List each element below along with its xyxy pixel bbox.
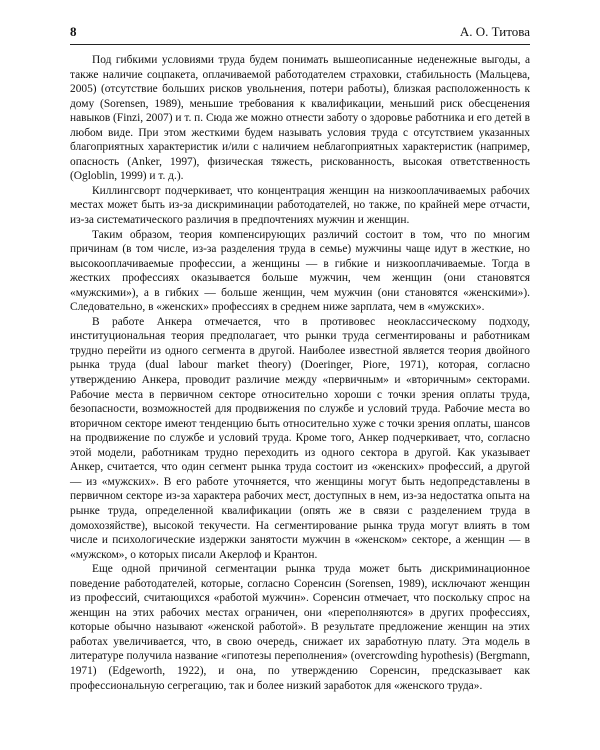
running-head-author: А. О. Титова — [459, 24, 530, 39]
page-header — [70, 24, 530, 45]
paragraph-discrimination-overcrowding: Еще одной причиной сегментации рынка труда может быть дискриминационное поведение работодателей, которые, согласно Соренсин (Sorensen, 1989), исключают женщин из профессий, считающихся «работой мужчин». Соренсин отмечает, что поскольку спрос на женщин на этих рабочих местах ограничен, они «переполняются» в других профессиях, которые обычно называют «женской работой». В результате предложение женщин на этих работах увеличивается, что, в свою очередь, снижает их заработную плату. Эта модель в литературе получила название «гипотезы переполнения» (overcrowding hypothesis) (Bergmann, 1971) (Edgeworth, 1922), и она, по утверждению Соренсин, предсказывает как профессиональную сегрегацию, так и более низкий заработок для «женского труда». — [70, 563, 530, 692]
paragraph-flexible-conditions: Под гибкими условиями труда будем понимать вышеописанные неденежные выгоды, а также наличие соцпакета, оплачиваемой работодателем страховки, стабильность (Мальцева, 2005) (отсутствие больших рисков увольнения, потери работы), близкая расположенность к дому (Sorensen, 1989), меньшие требования к квалификации, меньший риск обесценения навыков (Finzi, 2007) и т. п. Сюда же можно отнести заботу о здоровье работника и его детей в любом виде. При этом жесткими будем называть условия труда с отсутствием указанных благоприятных характеристик и/или с наличием неблагоприятных характеристик (например, опасность (Anker, 1997), физическая тяжесть, рискованность, высокая ответственность (Ogloblin, 1999) и т. д.). — [70, 54, 530, 183]
page-number: 8 — [70, 24, 77, 39]
body-text — [70, 53, 530, 693]
paragraph-anker-segmentation: В работе Анкера отмечается, что в противовес неоклассическому подходу, институциональная теория предполагает, что рынки труда сегментированы и работникам трудно перейти из одного сегмента в другой. Наиболее известной является теория двойного рынка труда (dual labour market theory) (Doeringer, Piore, 1971), которая, согласно утверждению Анкера, проводит различие между «первичным» и «вторичным» секторами. Рабочие места в первичном секторе относительно хороши с точки зрения оплаты труда, безопасности, возможностей для продвижения по службе и условий труда. Рабочие места во вторичном секторе имеют тенденцию быть относительно хуже с точки зрения оплаты, шансов на продвижение по службе и условий труда. Кроме того, Анкер подчеркивает, что, согласно этой модели, работникам трудно переходить из одного сектора в другой. Как указывает Анкер, считается, что один сегмент рынка труда состоит из «женских» профессий, а другой — из «мужских». В его работе уточняется, что женщины могут быть недопредставлены в первичном секторе из-за характера рабочих мест, доступных в нем, из-за недостатка опыта на рынке труда, определенной квалификации (опять же в связи с разделением труда в домохозяйстве), высокой текучести. На сегментирование рынка труда могут влиять в том числе и психологические издержки занятости мужчин в «женском» секторе, а женщин — в «мужском», о которых писали Акерлоф и Крантон. — [70, 315, 530, 561]
paragraph-compensating-differentials: Таким образом, теория компенсирующих различий состоит в том, что по многим причинам (в том числе, из-за разделения труда в семье) мужчины чаще идут в жесткие, но высокооплачиваемые профессии, а женщины — в гибкие и низкооплачиваемые. Тогда в жестких профессиях оказывается больше мужчин, чем женщин (они становятся «мужскими»), а в гибких — больше женщин, чем мужчин (они становятся «женскими»). Следовательно, в «женских» профессиях в среднем ниже зарплата, чем в «мужских». — [70, 228, 530, 314]
paragraph-killingsworth: Киллингсворт подчеркивает, что концентрация женщин на низкооплачиваемых рабочих местах может быть из-за дискриминации работодателей, но также, по крайней мере отчасти, из-за систематического различия в предпочтениях мужчин и женщин. — [70, 184, 530, 227]
